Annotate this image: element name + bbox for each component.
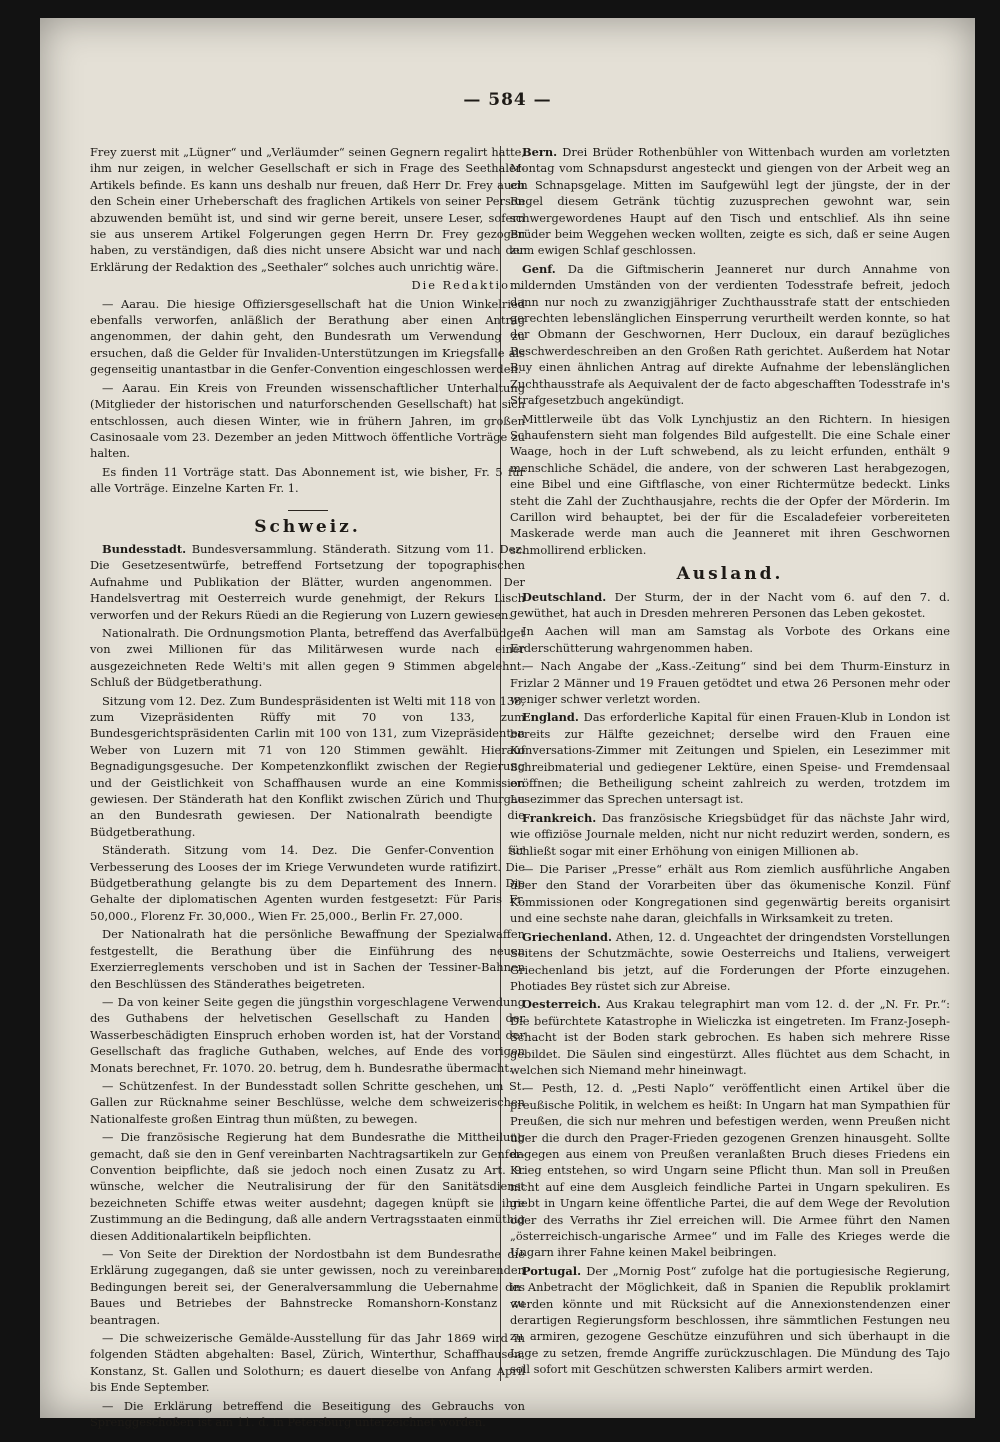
article-paragraph — [510, 261, 950, 409]
article-text: Der Sturm, der in der Nacht vom 6. auf den 7. d. gewüthet, hat auch in Dresden mehreren Personen das Leben gekostet. — [510, 589, 950, 620]
article-text: Aus Krakau telegraphirt man vom 12. d. der „N. Fr. Pr.“: Die befürchtete Katastrophe in Wieliczka ist eingetreten. Im Franz-Joseph-Schacht ist der Boden stark gebrochen. Es haben sich mehrere Risse gebildet. Die Säulen sind eingestürzt. Alles flüchtet aus dem Schacht, in welchen sich Niemand mehr hineinwagt. — [510, 997, 950, 1077]
article-paragraph: Mittlerweile übt das Volk Lynchjustiz an den Richtern. In hiesigen Schaufenstern sieht man folgendes Bild aufgestellt. Die eine Schale einer Waage, hoch in der Luft schwebend, als zu leicht erfunden, enthält 9 menschliche Schädel, die andere, von der schweren Last herabgezogen, eine Bibel und eine Giftflasche, von einer Richtermütze bedeckt. Links steht die Zahl der Zuchthausjahre, rechts die der Opfer der Mörderin. Im Carillon wird behauptet, bei der für die Escaladefeier vorbereiteten Maskerade werde man auch die Jeanneret mit ihren Geschwornen schmollirend erblicken. — [510, 411, 950, 557]
dateline: England. — [522, 710, 579, 725]
section-heading-schweiz: Schweiz. — [254, 516, 361, 537]
article-paragraph: Es finden 11 Vorträge statt. Das Abonnement ist, wie bisher, Fr. 5 für alle Vorträge. Einzelne Karten Fr. 1. — [90, 464, 525, 496]
dateline: Deutschland. — [522, 589, 607, 604]
dateline: Portugal. — [522, 1263, 582, 1278]
article-paragraph: — Aarau. Ein Kreis von Freunden wissenschaftlicher Unterhaltung (Mitglieder der historischen und naturforschenden Gesellschaft) hat sich entschlossen, auch diesen Winter, wie in frühern Jahren, im großen Casinosaale vom 23. Dezember an jeden Mittwoch öffentliche Vorträge zu halten. — [90, 380, 525, 461]
article-text: Drei Brüder Rothenbühler von Wittenbach wurden am vorletzten Montag vom Schnapsdurst angesteckt und giengen von der Arbeit weg an ein Schnapsgelage. Mitten im Saufgewühl legt der jüngste, der in der Regel diesem Getränk tüchtig zuzusprechen gewohnt war, sein schwergewordenes Haupt auf den Tisch und entschlief. Als ihn seine Brüder beim Weggehen wecken wollten, zeigte es sich, daß er seine Augen zum ewigen Schlaf geschlossen. — [510, 145, 950, 258]
dateline: Genf. — [522, 261, 556, 276]
article-paragraph — [510, 144, 950, 259]
article-paragraph: — Von Seite der Direktion der Nordostbahn ist dem Bundesrathe die Erklärung zugegangen, daß sie unter gewissen, noch zu vereinbarenden Bedingungen bereit sei, der Generalversammlung die Uebernahme des Baues und Betriebes der Bahnstrecke Romanshorn-Konstanz zu beantragen. — [90, 1247, 525, 1327]
article-text: Da die Giftmischerin Jeanneret nur durch Annahme von mildernden Umständen von der verdienten Todesstrafe befreit, jedoch dann nur noch zu zwanzigjähriger Zuchthausstrafe statt der entschieden gerechten lebenslänglichen Einsperrung verurtheilt werden konnte, so hat der Obmann der Geschwornen, Herr Ducloux, ein darauf bezügliches Beschwerdeschreiben an den Großen Rath gerichtet. Außerdem hat Notar Buy einen ähnlichen Antrag auf direkte Aufnahme der lebenslänglichen Zuchthausstrafe als Aequivalent der de facto abgeschafften Todesstrafe in's Strafgesetzbuch angekündigt. — [510, 261, 950, 408]
article-text: Der „Mornig Post“ zufolge hat die portugiesische Regierung, in Anbetracht der Möglichkeit, daß in Spanien die Republik proklamirt werden könnte und mit Rücksicht auf die Annexionstendenzen einer derartigen Regierungsform beschlossen, ihre sämmtlichen Festungen neu zu armiren, gezogene Geschütze einzuführen und sich überhaupt in die Lage zu setzen, fremde Angriffe zurückzuschlagen. Die Mündung des Tajo soll sofort mit Geschützen schwersten Kalibers armirt werden. — [510, 1263, 950, 1377]
left-column — [90, 144, 525, 1430]
article-paragraph: Nationalrath. Die Ordnungsmotion Planta, betreffend das Averfalbüdget von zwei Millionen für das Militärwesen wurde nach einer ausgezeichneten Rede Welti's mit allen gegen 9 Stimmen abgelehnt. Schluß der Büdgetberathung. — [90, 625, 525, 690]
article-paragraph: Sitzung vom 12. Dez. Zum Bundespräsidenten ist Welti mit 118 von 138, zum Vizepräsidenten Rüffy mit 70 von 133, zum Bundesgerichtspräsidenten Carlin mit 100 von 131, zum Vizepräsidenten Weber von Luzern mit 71 von 120 Stimmen gewählt. Hierauf Begnadigungsgesuche. Der Kompetenzkonflikt zwischen der Regierung und der Geistlichkeit von Schaffhausen wurde an eine Kommission gewiesen. Der Ständerath hat den Konflikt zwischen Zürich und Thurgau an den Bundesrath gewiesen. Der Nationalrath beendigte die Büdgetberathung. — [90, 693, 525, 839]
article-text: Das französische Kriegsbüdget für das nächste Jahr wird, wie offiziöse Journale melden, nicht nur nicht reduzirt werden, sondern, es schließt sogar mit einer Erhöhung von einigen Millionen ab. — [510, 810, 950, 858]
article-paragraph — [510, 1263, 950, 1378]
dateline: Bundesstadt. — [102, 541, 187, 556]
article-paragraph: — Die schweizerische Gemälde-Ausstellung für das Jahr 1869 wird in folgenden Städten abgehalten: Basel, Zürich, Winterthur, Schaffhausen, Konstanz, St. Gallen und Solothurn; es dauert dieselbe von Anfang April bis Ende September. — [90, 1331, 525, 1395]
article-paragraph — [510, 996, 950, 1078]
article-paragraph — [510, 929, 950, 995]
right-column — [510, 144, 950, 1384]
article-paragraph: In Aachen will man am Samstag als Vorbote des Orkans eine Erderschütterung wahrgenommen haben. — [510, 624, 950, 655]
article-paragraph: Frey zuerst mit „Lügner“ und „Verläumder“ seinen Gegnern regalirt hatte, ihm nur zeigen, in welcher Gesellschaft er sich in Frage des Seethaler-Artikels befinde. Es kann uns deshalb nur freuen, daß Herr Dr. Frey auch den Schein einer Urheberschaft des fraglichen Artikels von seiner Person abzuwenden bemüht ist, und sind wir gerne bereit, unsere Leser, sofern sie aus unserem Artikel Folgerungen gegen Herrn Dr. Frey gezogen haben, zu verständigen, daß dies nicht unsere Absicht war und nach der Erklärung der Redaktion des „Seethaler“ solches auch unrichtig wäre. — [90, 145, 525, 274]
article-paragraph — [510, 709, 950, 807]
section-heading-ausland: Ausland. — [676, 564, 784, 585]
article-paragraph: — Die französische Regierung hat dem Bundesrathe die Mittheilung gemacht, daß sie den in Genf vereinbarten Nachtragsartikeln zur Genfer-Convention beipflichte, daß sie jedoch noch einen Zusatz zu Art. 9. wünsche, welcher die Neutralisirung der für den Sanitätsdienst bezeichneten Schiffe etwas weiter ausdehnt; dagegen knüpft sie ihre Zustimmung an die Bedingung, daß alle andern Vertragsstaaten einmüthig diesen Additionalartikeln beipflichten. — [90, 1130, 525, 1243]
page-number: — 584 — — [463, 90, 552, 110]
dateline: Griechenland. — [522, 929, 612, 944]
article-paragraph: — Da von keiner Seite gegen die jüngsthin vorgeschlagene Verwendung des Guthabens der helvetischen Gesellschaft zu Handen der Wasserbeschädigten Einspruch erhoben worden ist, hat der Vorstand der Gesellschaft das fragliche Guthaben, welches, auf Ende des vorigen Monats berechnet, Fr. 1070. 20. betrug, dem h. Bundesrathe übermacht. — [90, 994, 525, 1075]
article-paragraph: — Die Pariser „Presse“ erhält aus Rom ziemlich ausführliche Angaben über den Stand der Vorarbeiten über das ökumenische Konzil. Fünf Kommissionen oder Kongregationen sind gegenwärtig bereits organisirt und eine sechste nahe daran, gleichfalls in Wirksamkeit zu treten. — [510, 862, 950, 926]
article-paragraph: Ständerath. Sitzung vom 14. Dez. Die Genfer-Convention für Verbesserung des Looses der im Kriege Verwundeten wurde ratifizirt. Die Büdgetberathung gelangte bis zu dem Departement des Innern. Die Gehalte der diplomatischen Agenten wurden festgesetzt: Für Paris Fr. 50,000., Florenz Fr. 30,000., Wien Fr. 25,000., Berlin Fr. 27,000. — [90, 843, 525, 923]
article-paragraph — [510, 810, 950, 859]
dateline: Frankreich. — [522, 810, 597, 825]
article-paragraph — [510, 589, 950, 622]
article-paragraph: — Die Erklärung betreffend die Beseitigung des Gebrauchs von Sprenggeschoßen ist am 11. d. in Petersburg unterzeichnet worden. — [90, 1398, 525, 1430]
article-paragraph — [90, 541, 525, 623]
article-text: Athen, 12. d. Ungeachtet der dringendsten Vorstellungen Seitens der Schutzmächte, sowie Oesterreichs und Italiens, verweigert Griechenland bis jetzt, auf die Forderungen der Pforte einzugehen. Photiades Bey rüstet sich zur Abreise. — [510, 929, 950, 993]
dateline: Bern. — [522, 145, 558, 159]
article-paragraph: — Schützenfest. In der Bundesstadt sollen Schritte geschehen, um St. Gallen zur Rücknahme seiner Beschlüsse, welche dem schweizerischen Nationalfeste großen Eintrag thun müßten, zu bewegen. — [90, 1078, 525, 1126]
article-paragraph: — Nach Angabe der „Kass.-Zeitung“ sind bei dem Thurm-Einsturz in Frizlar 2 Männer und 19 Frauen getödtet und etwa 26 Personen mehr oder weniger schwer verletzt worden. — [510, 659, 950, 706]
article-text: Bundesversammlung. Ständerath. Sitzung vom 11. Dez. Die Gesetzesentwürfe, betreffend Fortsetzung der topographischen Aufnahme und Publikation der Blätter, wurden angenommen. Der Handelsvertrag mit Oesterreich wurde genehmigt, der Rekurs Lisch verworfen und der Rekurs Rüedi an die Regierung von Luzern gewiesen. — [90, 541, 525, 622]
dateline: Oesterreich. — [522, 997, 601, 1012]
signature: Die Redaktion. — [411, 278, 525, 293]
article-paragraph: — Pesth, 12. d. „Pesti Naplo“ veröffentlicht einen Artikel über die preußische Politik, in welchem es heißt: In Ungarn hat man Sympathien für Preußen, die sich nur mehren und befestigen werden, wenn Preußen nicht über die durch den Prager-Frieden gezogenen Grenzen hinausgeht. Sollte dagegen aus einem von Preußen veranlaßten Bruch dieses Friedens ein Krieg entstehen, so wird Ungarn seine Pflicht thun. Man soll in Preußen nicht auf eine dem Ausgleich feindliche Partei in Ungarn spekuliren. Es giebt in Ungarn keine öffentliche Partei, die auf dem Wege der Revolution oder des Verraths ihr Ziel erreichen will. Die Armee führt den Namen „österreichisch-ungarische Armee“ und im Falle des Krieges werde die Ungarn ihrer Fahne keinen Makel beibringen. — [510, 1081, 950, 1260]
newspaper-page — [40, 18, 975, 1430]
article-text: Das erforderliche Kapital für einen Frauen-Klub in London ist bereits zur Hälfte gezeichnet; derselbe wird den Frauen eine Konversations-Zimmer mit Zeitungen und Spielen, ein Lesezimmer mit Schreibmaterial und gediegener Lektüre, einen Speise- und Fremdensaal eröffnen; die Betheiligung scheint zahlreich zu werden, trotzdem im Lesezimmer das Sprechen untersagt ist. — [510, 710, 950, 807]
article-paragraph: Der Nationalrath hat die persönliche Bewaffnung der Spezialwaffen festgestellt, die Berathung über die Einführung des neuen Exerzierreglements verschoben und ist in Sachen der Tessiner-Bahnen den Beschlüssen des Ständerathes beigetreten. — [90, 927, 525, 991]
separator-rule — [90, 503, 525, 511]
article-paragraph: — Aarau. Die hiesige Offiziersgesellschaft hat die Union Winkelried ebenfalls verworfen, anläßlich der Berathung aber einen Antrag angenommen, der dahin geht, den Bundesrath um Verwendung zu ersuchen, daß die Gelder für Invaliden-Unterstützungen im Kriegsfalle als gegenseitig unantastbar in die Genfer-Convention eingeschlossen werden. — [90, 296, 525, 377]
